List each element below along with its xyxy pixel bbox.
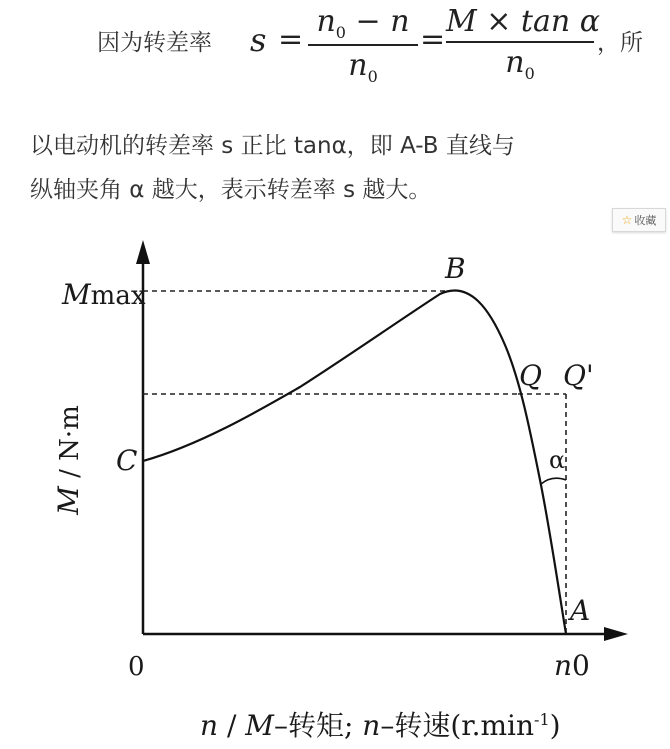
angle-alpha-label: α	[549, 446, 566, 474]
frac1-num-n0: n	[316, 4, 336, 39]
explanation-paragraph	[30, 124, 660, 212]
formula-line	[0, 0, 670, 110]
n0-label: n0	[554, 649, 590, 682]
fraction-bar-2	[446, 41, 594, 43]
paragraph-line-1: 以电动机的转差率 s 正比 tanα，即 A-B 直线与	[30, 133, 515, 159]
formula-trailing: ，所	[597, 30, 643, 56]
y-axis-arrow-icon	[136, 240, 150, 264]
torque-curve	[143, 290, 566, 634]
frac1-den-sub: 0	[367, 67, 378, 86]
point-a-label: A	[570, 594, 591, 627]
point-c-label: C	[116, 444, 138, 477]
point-q-label: Q	[519, 359, 542, 392]
star-icon: ☆	[621, 213, 633, 227]
angle-arc	[541, 478, 566, 484]
equals-sign-2: =	[420, 22, 446, 57]
fraction-torque	[446, 4, 600, 83]
formula-lead-text: 因为转差率	[97, 30, 212, 56]
x-axis-arrow-icon	[604, 627, 628, 641]
collect-button[interactable]	[612, 208, 666, 232]
fraction-bar	[308, 44, 418, 46]
axis-caption: n / M–转矩; n–转速$(r.\min^{-1})$	[200, 709, 561, 742]
frac2-den-sub: 0	[524, 64, 535, 83]
svg-text:M / N·m: M / N·m	[52, 405, 85, 515]
fraction-slip	[308, 4, 418, 86]
mmax-label: Mmax	[62, 278, 146, 311]
slip-variable: s	[250, 21, 267, 59]
frac1-num-rest: − n	[345, 4, 410, 39]
torque-speed-diagram	[0, 230, 670, 749]
point-q-prime-label: Q'	[563, 359, 594, 392]
equals-sign: =	[278, 22, 304, 57]
y-axis-label	[52, 405, 85, 516]
collect-label: 收藏	[634, 214, 657, 227]
frac2-num: M × tan α	[446, 4, 600, 39]
paragraph-line-2: 纵轴夹角 α 越大，表示转差率 s 越大。	[30, 177, 432, 203]
frac1-den-n: n	[348, 48, 368, 83]
point-b-label: B	[445, 252, 466, 285]
frac1-num-sub: 0	[335, 23, 346, 42]
frac2-den-n: n	[505, 45, 525, 80]
origin-label: 0	[128, 652, 145, 682]
